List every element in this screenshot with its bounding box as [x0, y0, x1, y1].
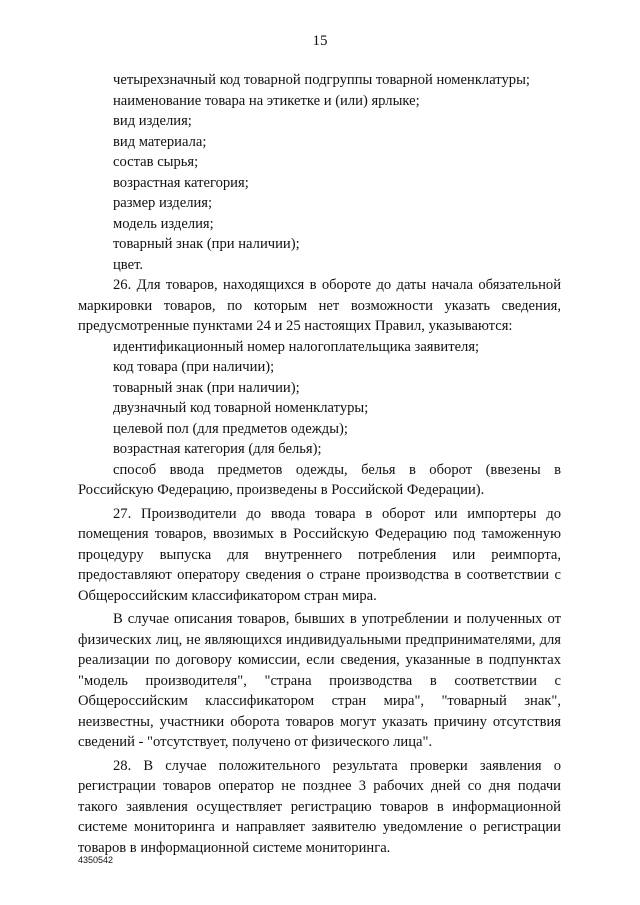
list-item: код товара (при наличии); [113, 359, 275, 375]
document-body [78, 70, 561, 858]
list-item: возрастная категория (для белья); [113, 441, 322, 457]
paragraph-27: 27. Производители до ввода товара в оборот или импортеры до помещения товаров, ввозимых в Российскую Федерацию под таможенную процедуру выпуска для внутреннего потребления или реимпорта, предоставляют оператору сведения о стране производства в соответствии с Общероссийским классификатором стран мира. [78, 505, 561, 604]
list-item: размер изделия; [113, 195, 213, 211]
list-item: цвет. [113, 256, 144, 273]
list-item: вид изделия; [113, 113, 192, 129]
list-item: товарный знак (при наличии); [113, 379, 300, 396]
page-number: 15 [312, 33, 328, 49]
paragraph-26-end: способ ввода предметов одежды, белья в оборот (ввезены в Российскую Федерацию, произведены в Российской Федерации). [78, 461, 561, 498]
list-item: целевой пол (для предметов одежды); [113, 420, 348, 437]
list-item: четырехзначный код товарной подгруппы товарной номенклатуры; [113, 72, 530, 88]
list-item: наименование товара на этикетке и (или) ярлыке; [113, 92, 420, 109]
list-item: товарный знак (при наличии); [113, 236, 300, 252]
paragraph-28: 28. В случае положительного результата проверки заявления о регистрации товаров оператор не позднее 3 рабочих дней со дня подачи такого заявления осуществляет регистрацию товаров в информационной системе мониторинга и направляет заявителю уведомление о регистрации товаров в информационной системе мониторинга. [78, 757, 561, 856]
list-item: двузначный код товарной номенклатуры; [113, 400, 369, 416]
list-item: модель изделия; [113, 215, 214, 232]
list-item: идентификационный номер налогоплательщика заявителя; [113, 338, 480, 355]
paragraph-26: 26. Для товаров, находящихся в обороте до даты начала обязательной маркировки товаров, по которым нет возможности указать сведения, предусмотренные пунктами 24 и 25 настоящих Правил, указываются: [78, 277, 561, 334]
list-item: вид материала; [113, 133, 207, 150]
list-item: состав сырья; [113, 154, 199, 170]
paragraph-27-continued: В случае описания товаров, бывших в употреблении и полученных от физических лиц, не являющихся индивидуальными предпринимателями, для реализации по договору комиссии, если сведения, указанные в подпунктах "модель производителя", "страна производства в соответствии с Общероссийским классификатором стран мира", "товарный знак", неизвестны, участники оборота товаров могут указать причину отсутствия сведений - "отсутствует, получено от физического лица". [78, 611, 561, 750]
list-item: возрастная категория; [113, 174, 249, 191]
document-code: 4350542 [78, 855, 114, 865]
